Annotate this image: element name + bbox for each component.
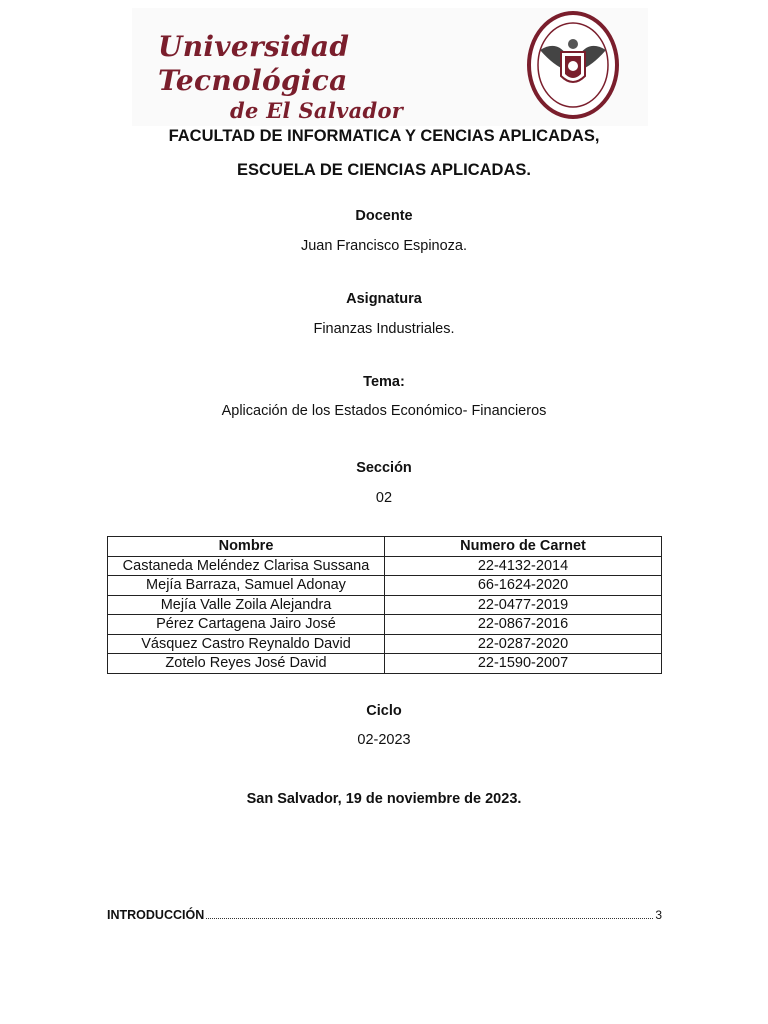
seccion-value: 02 xyxy=(375,490,393,506)
table-row xyxy=(108,634,662,654)
ciclo-value: 02-2023 xyxy=(357,732,411,748)
tema-value: Aplicación de los Estados Económico- Financieros xyxy=(221,403,547,419)
student-carnet: 22-4132-2014 xyxy=(385,556,662,576)
table-row xyxy=(108,654,662,674)
asignatura-label: Asignatura xyxy=(346,291,422,307)
column-header-nombre: Nombre xyxy=(108,537,385,557)
table-row xyxy=(108,556,662,576)
toc-entry[interactable] xyxy=(107,908,662,926)
table-row xyxy=(108,595,662,615)
table-row xyxy=(108,576,662,596)
student-name: Mejía Barraza, Samuel Adonay xyxy=(108,576,385,596)
toc-page-number: 3 xyxy=(655,908,662,922)
student-name: Castaneda Meléndez Clarisa Sussana xyxy=(108,556,385,576)
student-carnet: 22-0287-2020 xyxy=(385,634,662,654)
seccion-label: Sección xyxy=(356,460,412,476)
university-name-line2: de El Salvador xyxy=(230,98,404,123)
student-name: Vásquez Castro Reynaldo David xyxy=(108,634,385,654)
student-name: Zotelo Reyes José David xyxy=(108,654,385,674)
student-name: Pérez Cartagena Jairo José xyxy=(108,615,385,635)
university-seal-icon xyxy=(526,10,620,120)
university-name-line1: Universidad Tecnológica xyxy=(158,30,350,97)
place-date: San Salvador, 19 de noviembre de 2023. xyxy=(246,791,522,807)
docente-label: Docente xyxy=(355,208,413,224)
table-header-row xyxy=(108,537,662,557)
toc-leader-dots xyxy=(206,918,653,919)
toc-label: INTRODUCCIÓN xyxy=(107,908,205,922)
tema-label: Tema: xyxy=(363,374,405,390)
column-header-carnet: Numero de Carnet xyxy=(385,537,662,557)
faculty-title: FACULTAD DE INFORMATICA Y CENCIAS APLICADAS, xyxy=(168,127,600,145)
students-table xyxy=(107,536,662,674)
school-title: ESCUELA DE CIENCIAS APLICADAS. xyxy=(237,161,531,179)
ciclo-label: Ciclo xyxy=(366,703,402,719)
university-logo-text xyxy=(158,30,518,124)
asignatura-value: Finanzas Industriales. xyxy=(313,321,455,337)
student-name: Mejía Valle Zoila Alejandra xyxy=(108,595,385,615)
docente-value: Juan Francisco Espinoza. xyxy=(300,238,468,254)
student-carnet: 22-0867-2016 xyxy=(385,615,662,635)
table-row xyxy=(108,615,662,635)
student-carnet: 22-1590-2007 xyxy=(385,654,662,674)
student-carnet: 22-0477-2019 xyxy=(385,595,662,615)
student-carnet: 66-1624-2020 xyxy=(385,576,662,596)
